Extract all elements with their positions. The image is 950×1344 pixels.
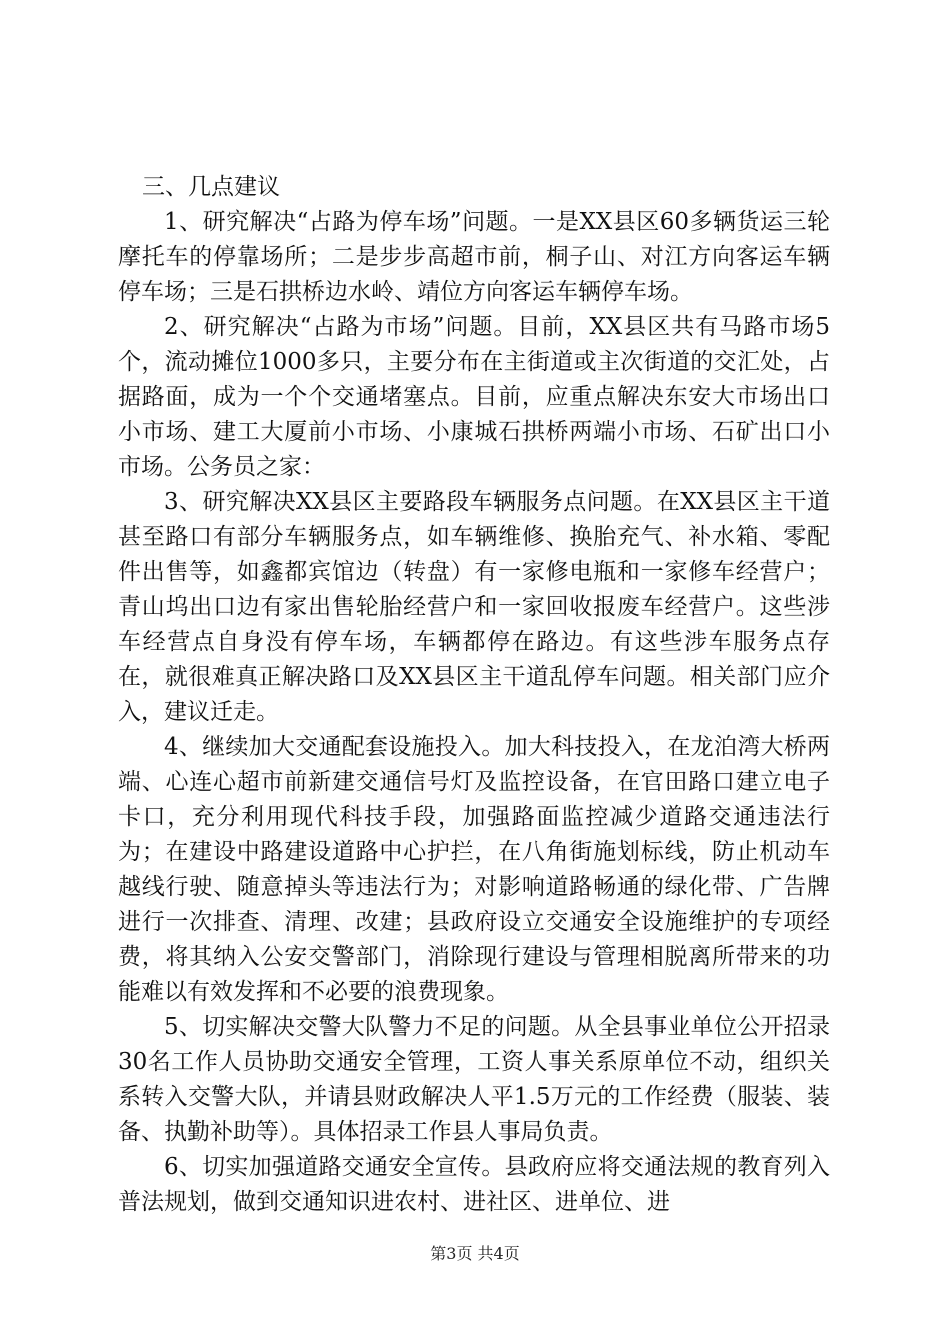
paragraph-6: 6、切实加强道路交通安全宣传。县政府应将交通法规的教育列入普法规划，做到交通知识进农村、进社区、进单位、进 bbox=[118, 1154, 830, 1215]
paragraph-3: 3、研究解决XX县区主要路段车辆服务点问题。在XX县区主干道甚至路口有部分车辆服务点，如车辆维修、换胎充气、补水箱、零配件出售等，如鑫都宾馆边（转盘）有一家修电瓶和一家修车经营户；青山坞出口边有家出售轮胎经营户和一家回收报废车经营户。这些涉车经营点自身没有停车场，车辆都停在路边。有这些涉车服务点存在，就很难真正解决路口及XX县区主干道乱停车问题。相关部门应介入，建议迁走。 bbox=[118, 489, 830, 725]
page-footer bbox=[0, 1244, 950, 1264]
paragraph-2: 2、研究解决“占路为市场”问题。目前，XX县区共有马路市场5个，流动摊位1000多只，主要分布在主街道或主次街道的交汇处，占据路面，成为一个个交通堵塞点。目前，应重点解决东安大市场出口小市场、建工大厦前小市场、小康城石拱桥两端小市场、石矿出口小市场。公务员之家： bbox=[118, 314, 830, 480]
paragraph-4: 4、继续加大交通配套设施投入。加大科技投入，在龙泊湾大桥两端、心连心超市前新建交通信号灯及监控设备，在官田路口建立电子卡口，充分利用现代科技手段，加强路面监控减少道路交通违法行为；在建设中路建设道路中心护拦，在八角街施划标线，防止机动车越线行驶、随意掉头等违法行为；对影响道路畅通的绿化带、广告牌进行一次排查、清理、改建；县政府设立交通安全设施维护的专项经费，将其纳入公安交警部门，消除现行建设与管理相脱离所带来的功能难以有效发挥和不必要的浪费现象。 bbox=[118, 734, 830, 1005]
paragraph-5: 5、切实解决交警大队警力不足的问题。从全县事业单位公开招录30名工作人员协助交通安全管理，工资人事关系原单位不动，组织关系转入交警大队，并请县财政解决人平1.5万元的工作经费（服装、装备、执勤补助等）。具体招录工作县人事局负责。 bbox=[118, 1014, 830, 1145]
paragraph-1: 1、研究解决“占路为停车场”问题。一是XX县区60多辆货运三轮摩托车的停靠场所；二是步步高超市前，桐子山、对江方向客运车辆停车场；三是石拱桥边水岭、靖位方向客运车辆停车场。 bbox=[118, 209, 830, 305]
page-number: 第3页 共4页 bbox=[430, 1244, 520, 1263]
document-body bbox=[118, 170, 830, 1220]
section-heading: 三、几点建议 bbox=[142, 174, 280, 200]
